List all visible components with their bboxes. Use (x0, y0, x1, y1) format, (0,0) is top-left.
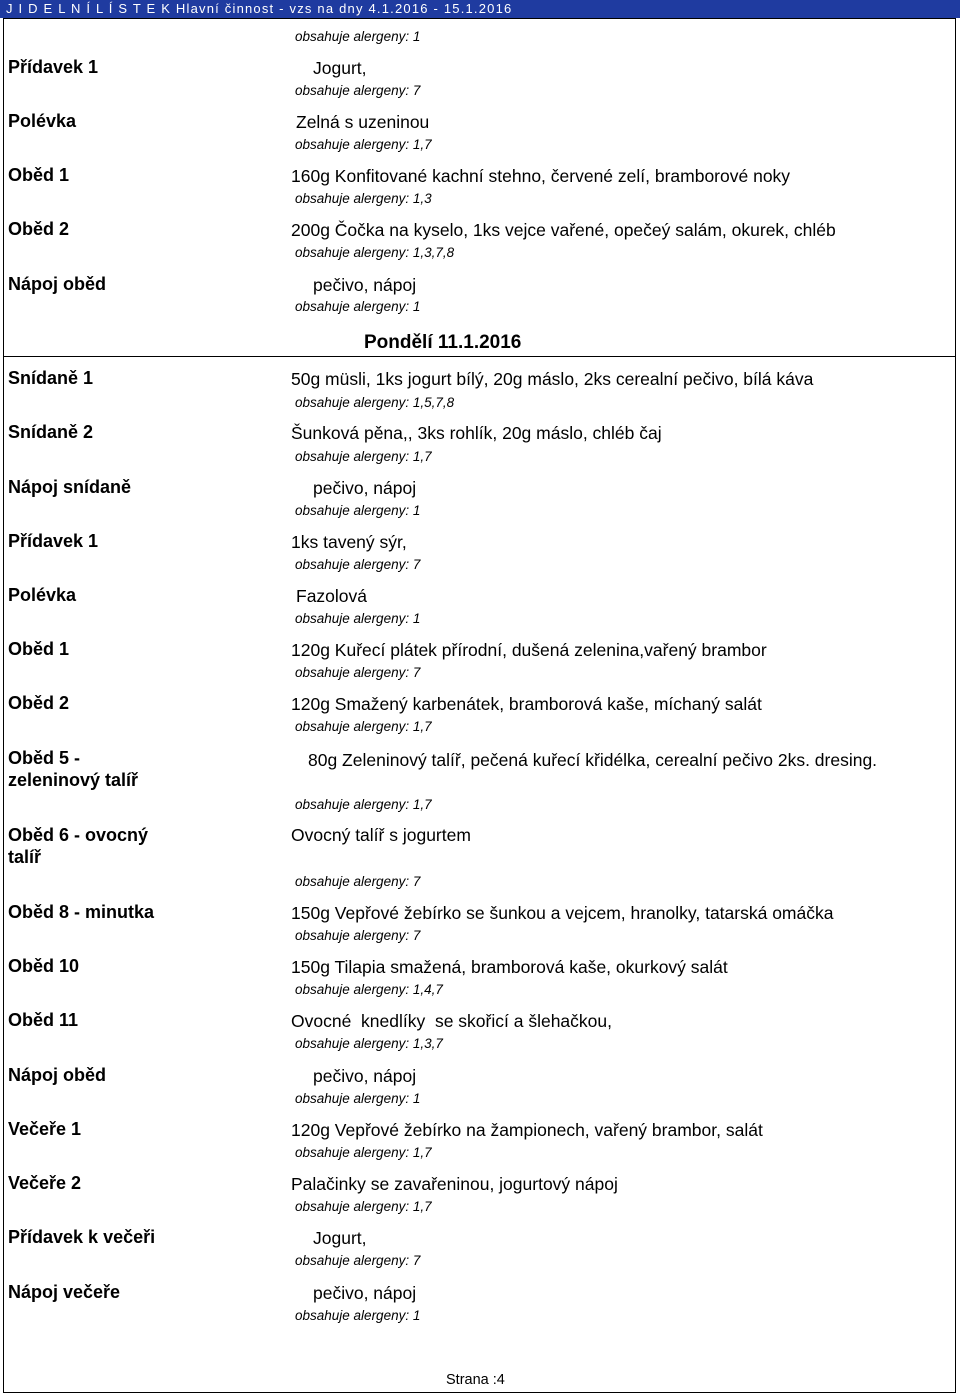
meal-item: 80g Zeleninový talíř, pečená kuřecí křidélka, cerealní pečivo 2ks. dresing. (308, 750, 878, 770)
allergen-note: obsahuje alergeny: 1 (295, 299, 421, 314)
meal-label: Přídavek 1 (8, 531, 99, 551)
allergen-note: obsahuje alergeny: 1,7 (295, 1199, 432, 1214)
meal-label-cont: talíř (8, 847, 42, 867)
allergen-note: obsahuje alergeny: 1,3,7 (295, 1036, 443, 1051)
allergen-note: obsahuje alergeny: 1,3 (295, 191, 432, 206)
meal-label: Oběd 6 - ovocný (8, 825, 149, 845)
allergen-note: obsahuje alergeny: 1 (295, 1308, 421, 1323)
meal-label: Oběd 8 - minutka (8, 902, 155, 922)
meal-label-cont: zeleninový talíř (8, 770, 139, 790)
meal-label: Polévka (8, 111, 77, 131)
meal-item: pečivo, nápoj (313, 478, 417, 498)
allergen-note: obsahuje alergeny: 1 (295, 611, 421, 626)
meal-label: Polévka (8, 585, 77, 605)
meal-item: 120g Smažený karbenátek, bramborová kaše, míchaný salát (291, 694, 762, 714)
meal-label: Oběd 2 (8, 219, 70, 239)
meal-label: Oběd 1 (8, 165, 70, 185)
allergen-note: obsahuje alergeny: 1 (295, 503, 421, 518)
meal-item: Palačinky se zavařeninou, jogurtový nápoj (291, 1174, 618, 1194)
meal-item: 50g müsli, 1ks jogurt bílý, 20g máslo, 2ks cerealní pečivo, bílá káva (291, 369, 814, 389)
meal-item: pečivo, nápoj (313, 1283, 417, 1303)
meal-item: 200g Čočka na kyselo, 1ks vejce vařené, opečeý salám, okurek, chléb (291, 220, 836, 240)
meal-label: Oběd 10 (8, 956, 80, 976)
meal-item: 150g Vepřové žebírko se šunkou a vejcem, hranolky, tatarská omáčka (291, 903, 834, 923)
meal-label: Snídaně 2 (8, 422, 94, 442)
meal-item: Zelná s uzeninou (296, 112, 430, 132)
meal-label: Nápoj snídaně (8, 477, 132, 497)
allergen-note: obsahuje alergeny: 1,3,7,8 (295, 245, 455, 260)
allergen-note: obsahuje alergeny: 1,7 (295, 137, 432, 152)
meal-label: Nápoj oběd (8, 1065, 106, 1085)
meal-item: Jogurt, (313, 58, 367, 78)
day-divider (3, 356, 956, 357)
meal-label: Oběd 5 - (8, 748, 81, 768)
meal-item: 160g Konfitované kachní stehno, červené zelí, bramborové noky (291, 166, 791, 186)
meal-item: Ovocný talíř s jogurtem (291, 825, 471, 845)
meal-item: pečivo, nápoj (313, 275, 417, 295)
meal-item: 120g Vepřové žebírko na žampionech, vařený brambor, salát (291, 1120, 763, 1140)
page-number: Strana :4 (446, 1372, 505, 1388)
meal-label: Oběd 11 (8, 1010, 79, 1030)
meal-item: Šunková pěna,, 3ks rohlík, 20g máslo, chléb čaj (291, 423, 662, 443)
meal-label: Večeře 1 (8, 1119, 82, 1139)
meal-label: Nápoj večeře (8, 1282, 121, 1302)
allergen-note: obsahuje alergeny: 7 (295, 557, 421, 572)
allergen-note: obsahuje alergeny: 1,7 (295, 797, 432, 812)
meal-item: pečivo, nápoj (313, 1066, 417, 1086)
day-title: Pondělí 11.1.2016 (364, 332, 522, 353)
allergen-note: obsahuje alergeny: 1,7 (295, 719, 432, 734)
meal-item: 1ks tavený sýr, (291, 532, 407, 552)
allergen-note: obsahuje alergeny: 7 (295, 1253, 421, 1268)
allergen-note: obsahuje alergeny: 1,7 (295, 1145, 432, 1160)
meal-label: Snídaně 1 (8, 368, 94, 388)
allergen-note: obsahuje alergeny: 1,5,7,8 (295, 395, 455, 410)
allergen-note: obsahuje alergeny: 1 (295, 1091, 421, 1106)
allergen-note: obsahuje alergeny: 7 (295, 83, 421, 98)
meal-label: Oběd 2 (8, 693, 70, 713)
meal-label: Večeře 2 (8, 1173, 82, 1193)
meal-item: Jogurt, (313, 1228, 367, 1248)
allergen-note: obsahuje alergeny: 7 (295, 665, 421, 680)
allergen-note: obsahuje alergeny: 1,7 (295, 449, 432, 464)
meal-label: Přídavek 1 (8, 57, 99, 77)
meal-item: Fazolová (296, 586, 368, 606)
allergen-note: obsahuje alergeny: 7 (295, 928, 421, 943)
meal-label: Nápoj oběd (8, 274, 106, 294)
allergen-note: obsahuje alergeny: 1,4,7 (295, 982, 443, 997)
meal-label: Oběd 1 (8, 639, 70, 659)
meal-label: Přídavek k večeři (8, 1227, 156, 1247)
meal-item: Ovocné knedlíky se skořicí a šlehačkou, (291, 1011, 612, 1031)
document-header: J I D E L N Í L Í S T E K Hlavní činnost - vzs na dny 4.1.2016 - 15.1.2016 (0, 0, 960, 18)
meal-item: 150g Tilapia smažená, bramborová kaše, okurkový salát (291, 957, 728, 977)
allergen-note: obsahuje alergeny: 7 (295, 874, 421, 889)
allergen-note: obsahuje alergeny: 1 (295, 29, 421, 44)
meal-item: 120g Kuřecí plátek přírodní, dušená zelenina,vařený brambor (291, 640, 767, 660)
